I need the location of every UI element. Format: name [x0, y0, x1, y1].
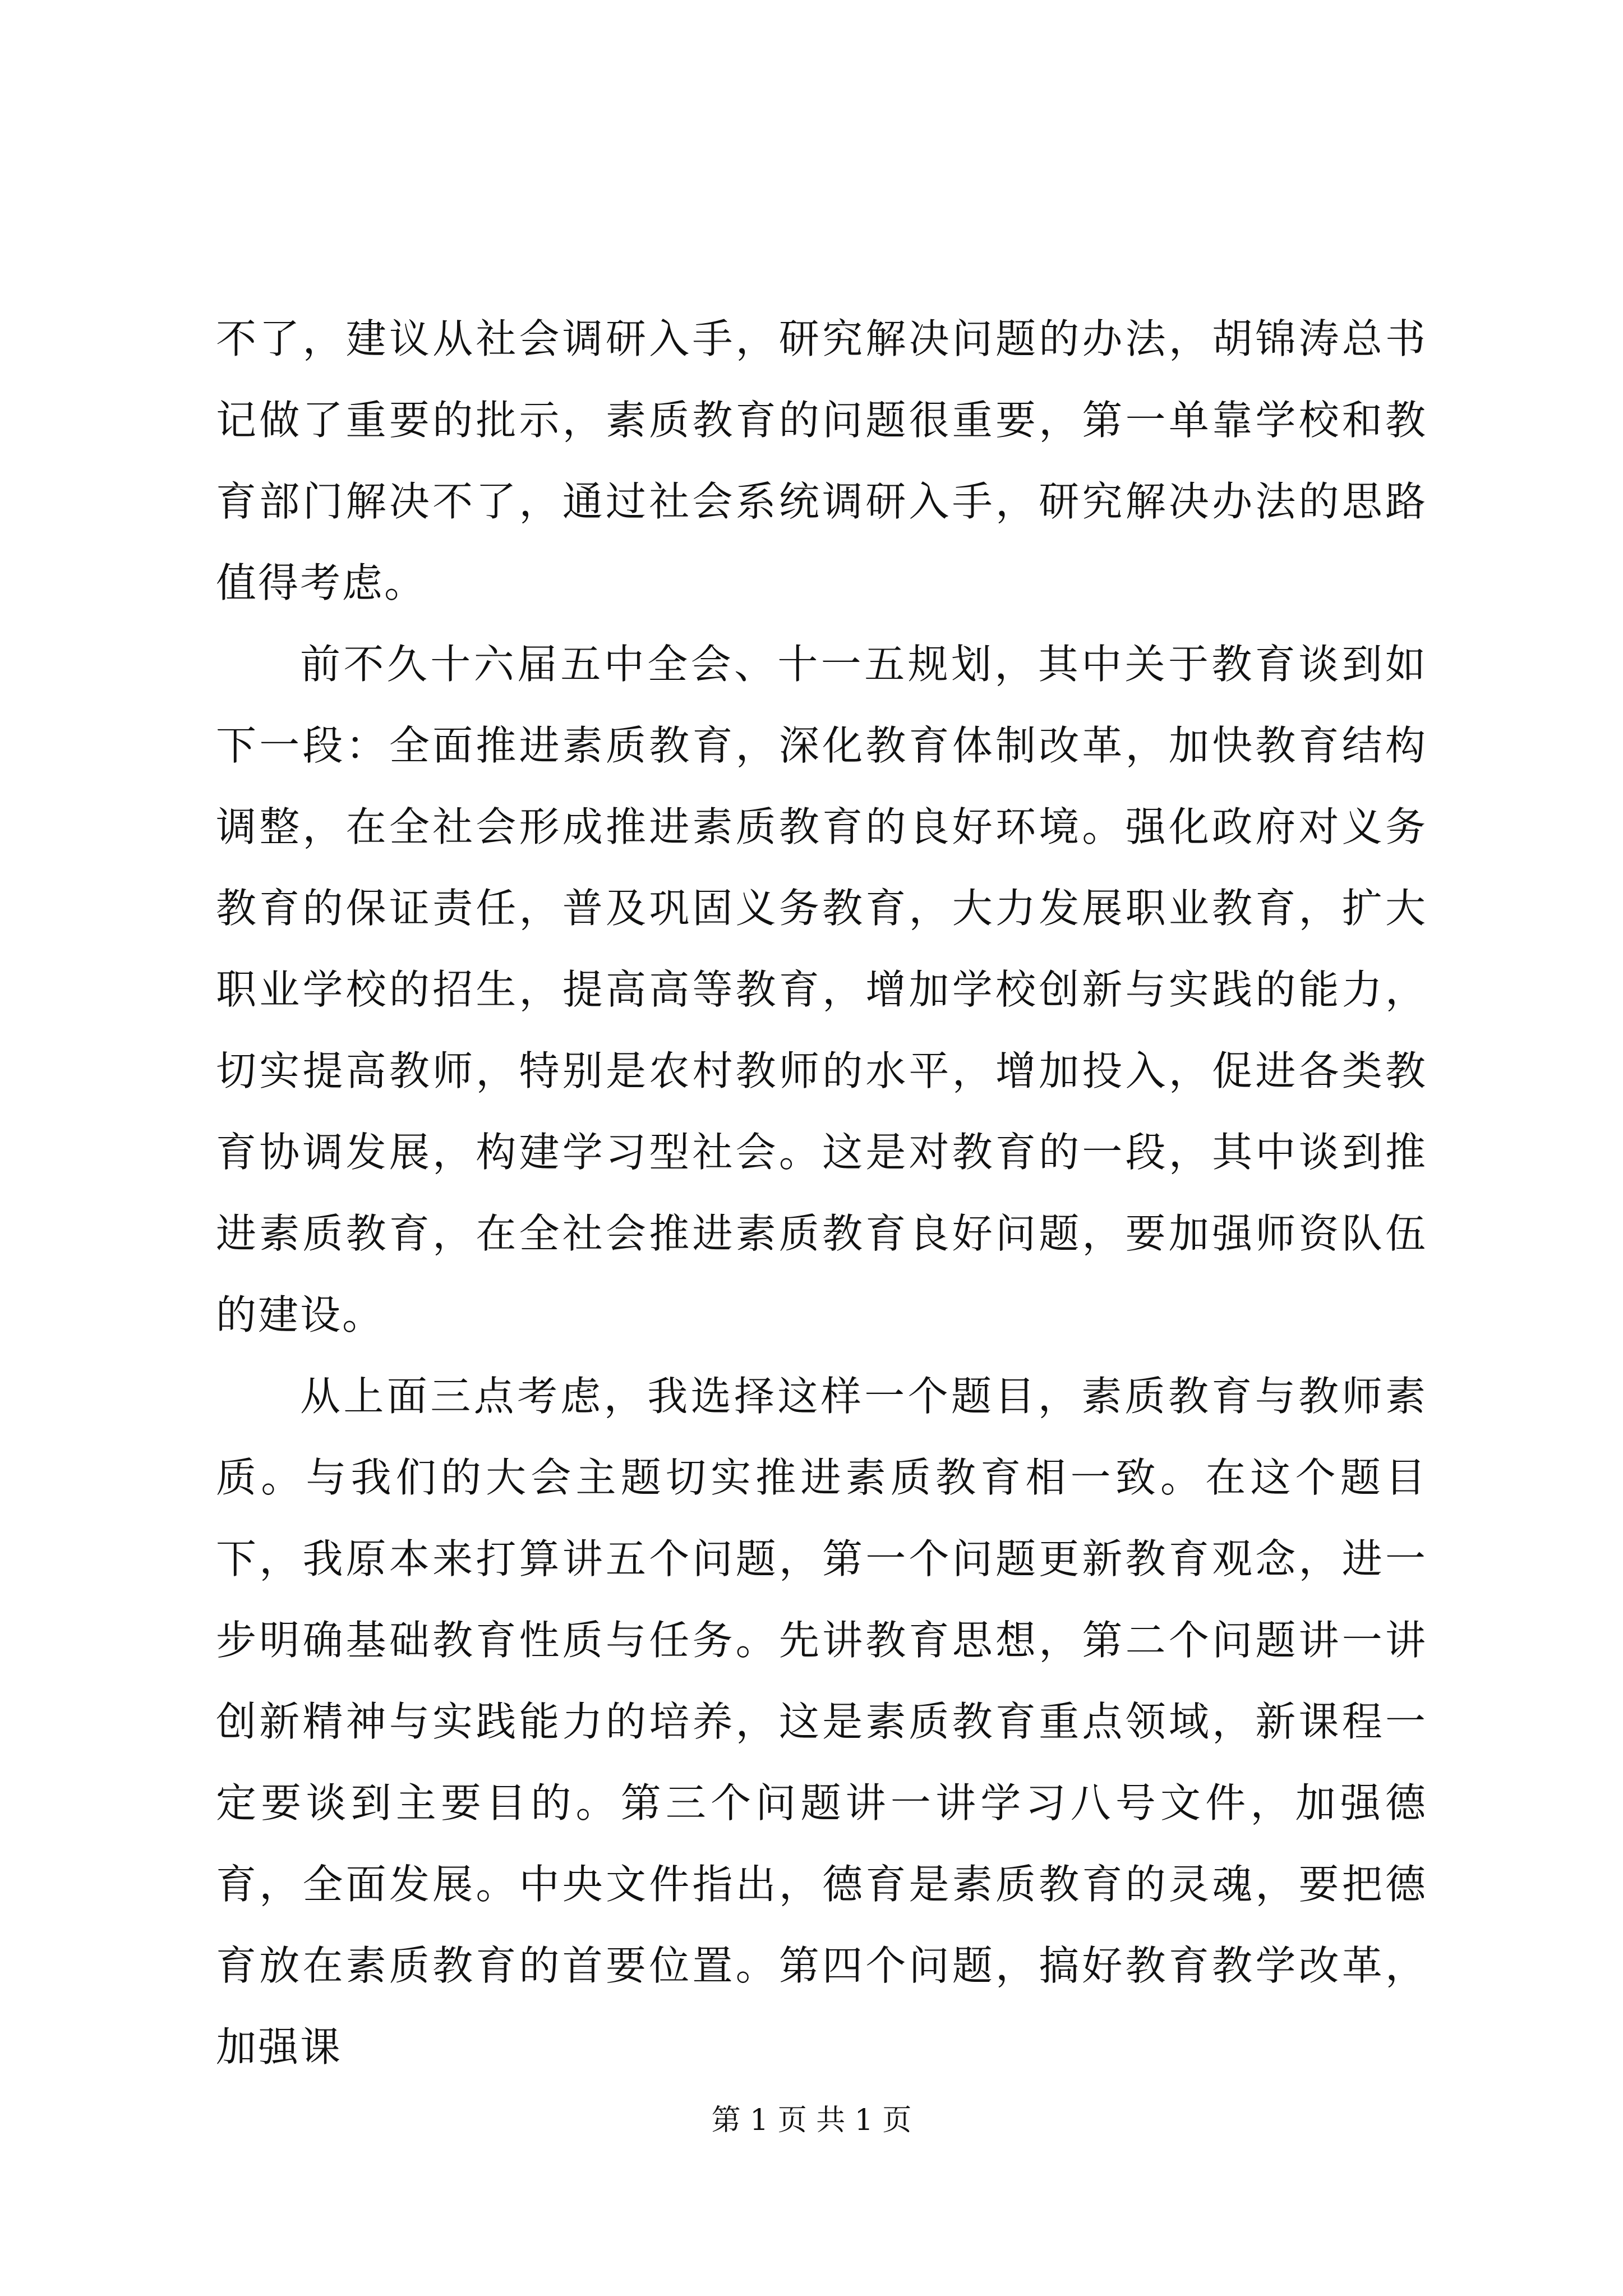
paragraph-2: 前不久十六届五中全会、十一五规划，其中关于教育谈到如下一段：全面推进素质教育，深化教育体制改革，加快教育结构调整，在全社会形成推进素质教育的良好环境。强化政府对义务教育的保证责任，普及巩固义务教育，大力发展职业教育，扩大职业学校的招生，提高高等教育，增加学校创新与实践的能力，切实提高教师，特别是农村教师的水平，增加投入，促进各类教育协调发展，构建学习型社会。这是对教育的一段，其中谈到推进素质教育，在全社会推进素质教育良好问题，要加强师资队伍的建设。	[216, 641, 1427, 1338]
paragraph-3: 从上面三点考虑，我选择这样一个题目，素质教育与教师素质。与我们的大会主题切实推进素质教育相一致。在这个题目下，我原本来打算讲五个问题，第一个问题更新教育观念，进一步明确基础教育性质与任务。先讲教育思想，第二个问题讲一讲创新精神与实践能力的培养，这是素质教育重点领域，新课程一定要谈到主要目的。第三个问题讲一讲学习八号文件，加强德育，全面发展。中央文件指出，德育是素质教育的灵魂，要把德育放在素质教育的首要位置。第四个问题，搞好教育教学改革，加强课	[216, 1373, 1427, 2070]
page-footer: 第 1 页 共 1 页	[711, 2104, 912, 2137]
paragraph-1: 不了，建议从社会调研入手，研究解决问题的办法，胡锦涛总书记做了重要的批示，素质教育的问题很重要，第一单靠学校和教育部门解决不了，通过社会系统调研入手，研究解决办法的思路值得考虑。	[216, 315, 1427, 606]
document-body	[216, 298, 1427, 2088]
